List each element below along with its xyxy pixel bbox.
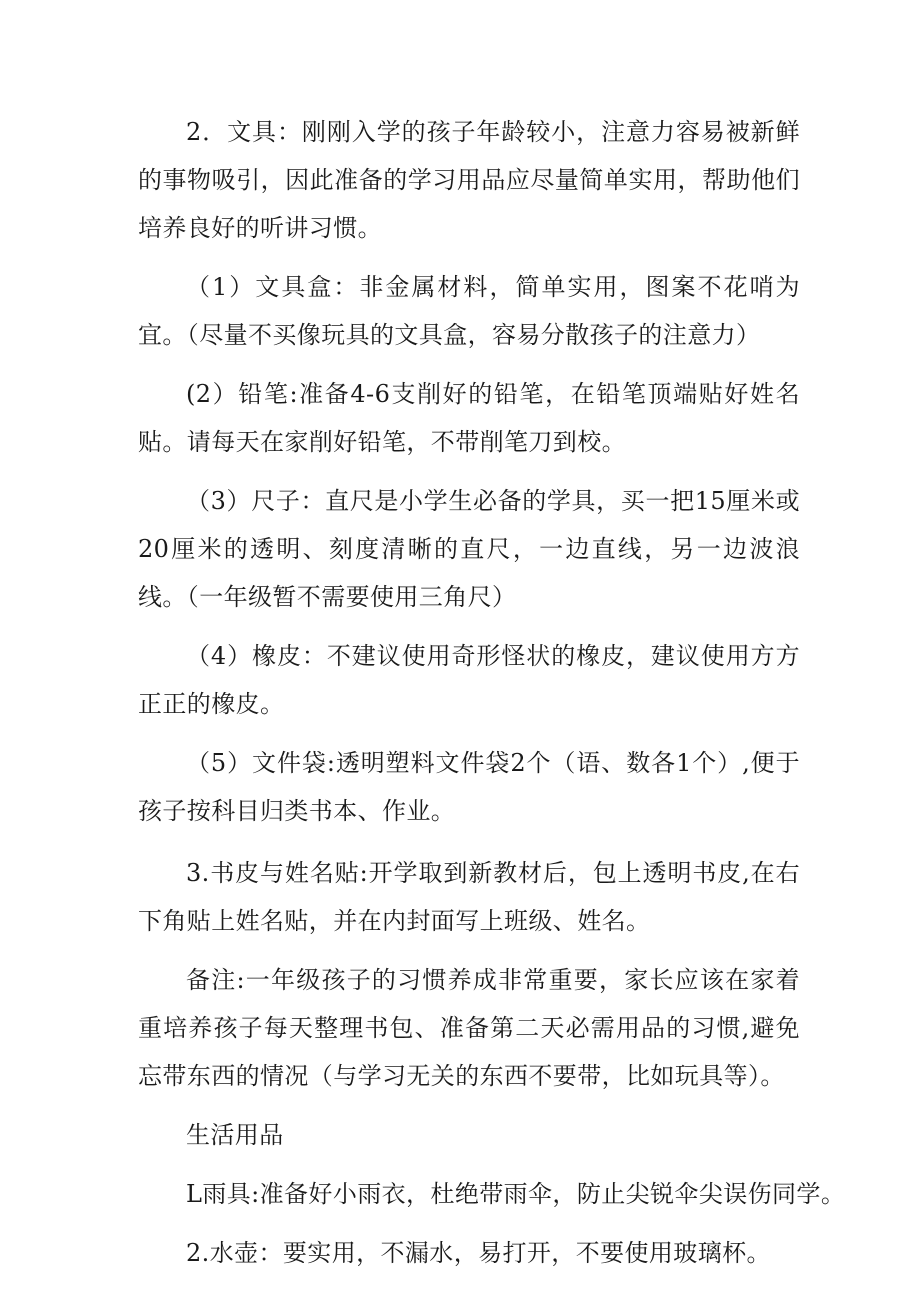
paragraph-pencil-case: （1）文具盒：非金属材料，简单实用，图案不花哨为宜。（尽量不买像玩具的文具盒，容易分散孩子的注意力） (138, 273, 800, 349)
paragraph-pencil: (2）铅笔:准备4-6支削好的铅笔，在铅笔顶端贴好姓名贴。请每天在家削好铅笔，不带削笔刀到校。 (138, 380, 800, 456)
paragraph-note: 备注:一年级孩子的习惯养成非常重要，家长应该在家着重培养孩子每天整理书包、准备第二天必需用品的习惯,避免忘带东西的情况（与学习无关的东西不要带，比如玩具等）。 (138, 966, 800, 1090)
document-body (138, 108, 846, 1288)
paragraph-file-bag: （5）文件袋:透明塑料文件袋2个（语、数各1个）,便于孩子按科目归类书本、作业。 (138, 749, 800, 825)
paragraph-eraser: （4）橡皮：不建议使用奇形怪状的橡皮，建议使用方方正正的橡皮。 (138, 642, 800, 718)
section-title-daily-items: 生活用品 (186, 1121, 284, 1149)
item-rain-gear: L雨具:准备好小雨衣，杜绝带雨伞，防止尖锐伞尖误伤同学。 (186, 1180, 846, 1208)
item-water-bottle: 2.水壶：要实用，不漏水，易打开，不要使用玻璃杯。 (186, 1239, 771, 1267)
paragraph-ruler: （3）尺子：直尺是小学生必备的学具，买一把15厘米或20厘米的透明、刻度清晰的直尺，一边直线，另一边波浪线。（一年级暂不需要使用三角尺） (138, 487, 800, 611)
paragraph-stationery-intro: 2．文具：刚刚入学的孩子年龄较小，注意力容易被新鲜的事物吸引，因此准备的学习用品应尽量简单实用，帮助他们培养良好的听讲习惯。 (138, 118, 800, 242)
paragraph-book-cover: 3.书皮与姓名贴:开学取到新教材后，包上透明书皮,在右下角贴上姓名贴，并在内封面写上班级、姓名。 (138, 859, 800, 935)
